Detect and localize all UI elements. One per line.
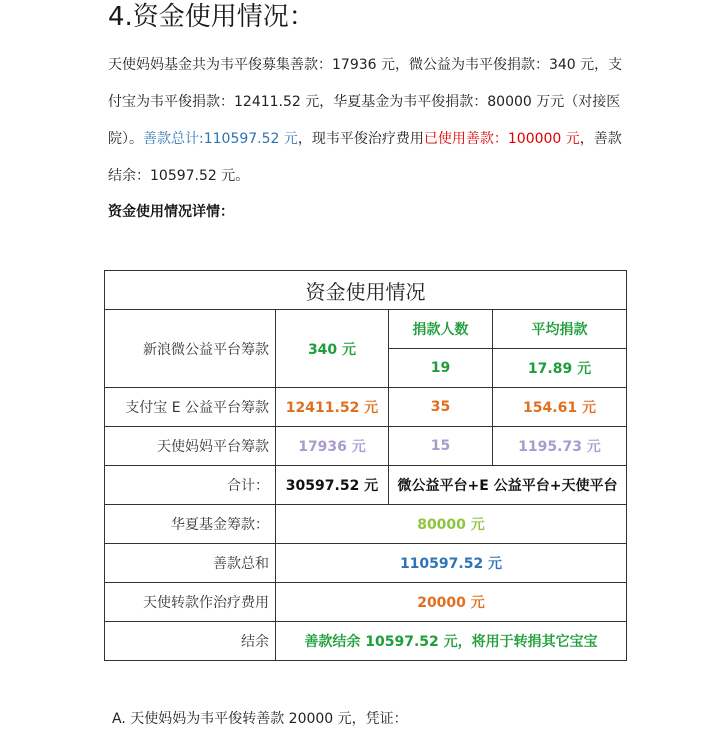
row-amount-alipay: 12411.52 元: [276, 388, 389, 427]
row-donors-angel: 15: [389, 427, 493, 466]
balance-label: 结余: [105, 622, 276, 661]
summary-intro: 天使妈妈基金共为韦平俊募集善款：17936 元，微公益为韦平俊捐款：340 元，支付宝为韦平俊捐款：12411.52 元，华夏基金为韦平俊捐款：80000 万元（对接医院）。: [108, 57, 623, 147]
huaxia-label: 华夏基金筹款：: [105, 505, 276, 544]
table-title: 资金使用情况: [105, 271, 627, 310]
table-title-row: [105, 271, 627, 310]
subtotal-note: 微公益平台+E 公益平台+天使平台: [389, 466, 627, 505]
summary-used-label: 已使用善款：: [423, 131, 508, 147]
row-average-angel: 1195.73 元: [493, 427, 627, 466]
huaxia-value: 80000 元: [276, 505, 627, 544]
table-row: [105, 310, 627, 349]
table-row: [105, 466, 627, 505]
row-average-alipay: 154.61 元: [493, 388, 627, 427]
section-heading: 4.资金使用情况：: [108, 2, 315, 32]
transfer-value: 20000 元: [276, 583, 627, 622]
table-row: [105, 427, 627, 466]
row-amount-angel: 17936 元: [276, 427, 389, 466]
row-label-weibo: 新浪微公益平台筹款: [105, 310, 276, 388]
transfer-label: 天使转款作治疗费用: [105, 583, 276, 622]
table-row: [105, 622, 627, 661]
row-donors-alipay: 35: [389, 388, 493, 427]
row-amount-weibo: 340 元: [276, 310, 389, 388]
subtotal-label: 合计：: [105, 466, 276, 505]
row-label-alipay: 支付宝 E 公益平台筹款: [105, 388, 276, 427]
table-row: [105, 544, 627, 583]
header-average: 平均捐款: [493, 310, 627, 349]
table-row: [105, 388, 627, 427]
subtotal-value: 30597.52 元: [276, 466, 389, 505]
table-row: [105, 583, 627, 622]
row-label-angel: 天使妈妈平台筹款: [105, 427, 276, 466]
funds-usage-table: [104, 270, 627, 661]
row-average-weibo: 17.89 元: [493, 349, 627, 388]
total-value: 110597.52 元: [276, 544, 627, 583]
summary-total: 善款总计:110597.52 元: [143, 131, 298, 147]
detail-title: 资金使用情况详情：: [108, 204, 234, 220]
table-row: [105, 505, 627, 544]
voucher-caption: A. 天使妈妈为韦平俊转善款 20000 元，凭证：: [112, 711, 408, 727]
row-donors-weibo: 19: [389, 349, 493, 388]
summary-tail: ，善款结余：10597.52 元。: [108, 131, 622, 184]
header-donors: 捐款人数: [389, 310, 493, 349]
total-label: 善款总和: [105, 544, 276, 583]
funds-summary-paragraph: [108, 47, 628, 195]
summary-used-value: 100000 元: [507, 131, 580, 147]
balance-value: 善款结余 10597.52 元，将用于转捐其它宝宝: [276, 622, 627, 661]
summary-mid: ，现韦平俊治疗费用: [297, 131, 424, 147]
